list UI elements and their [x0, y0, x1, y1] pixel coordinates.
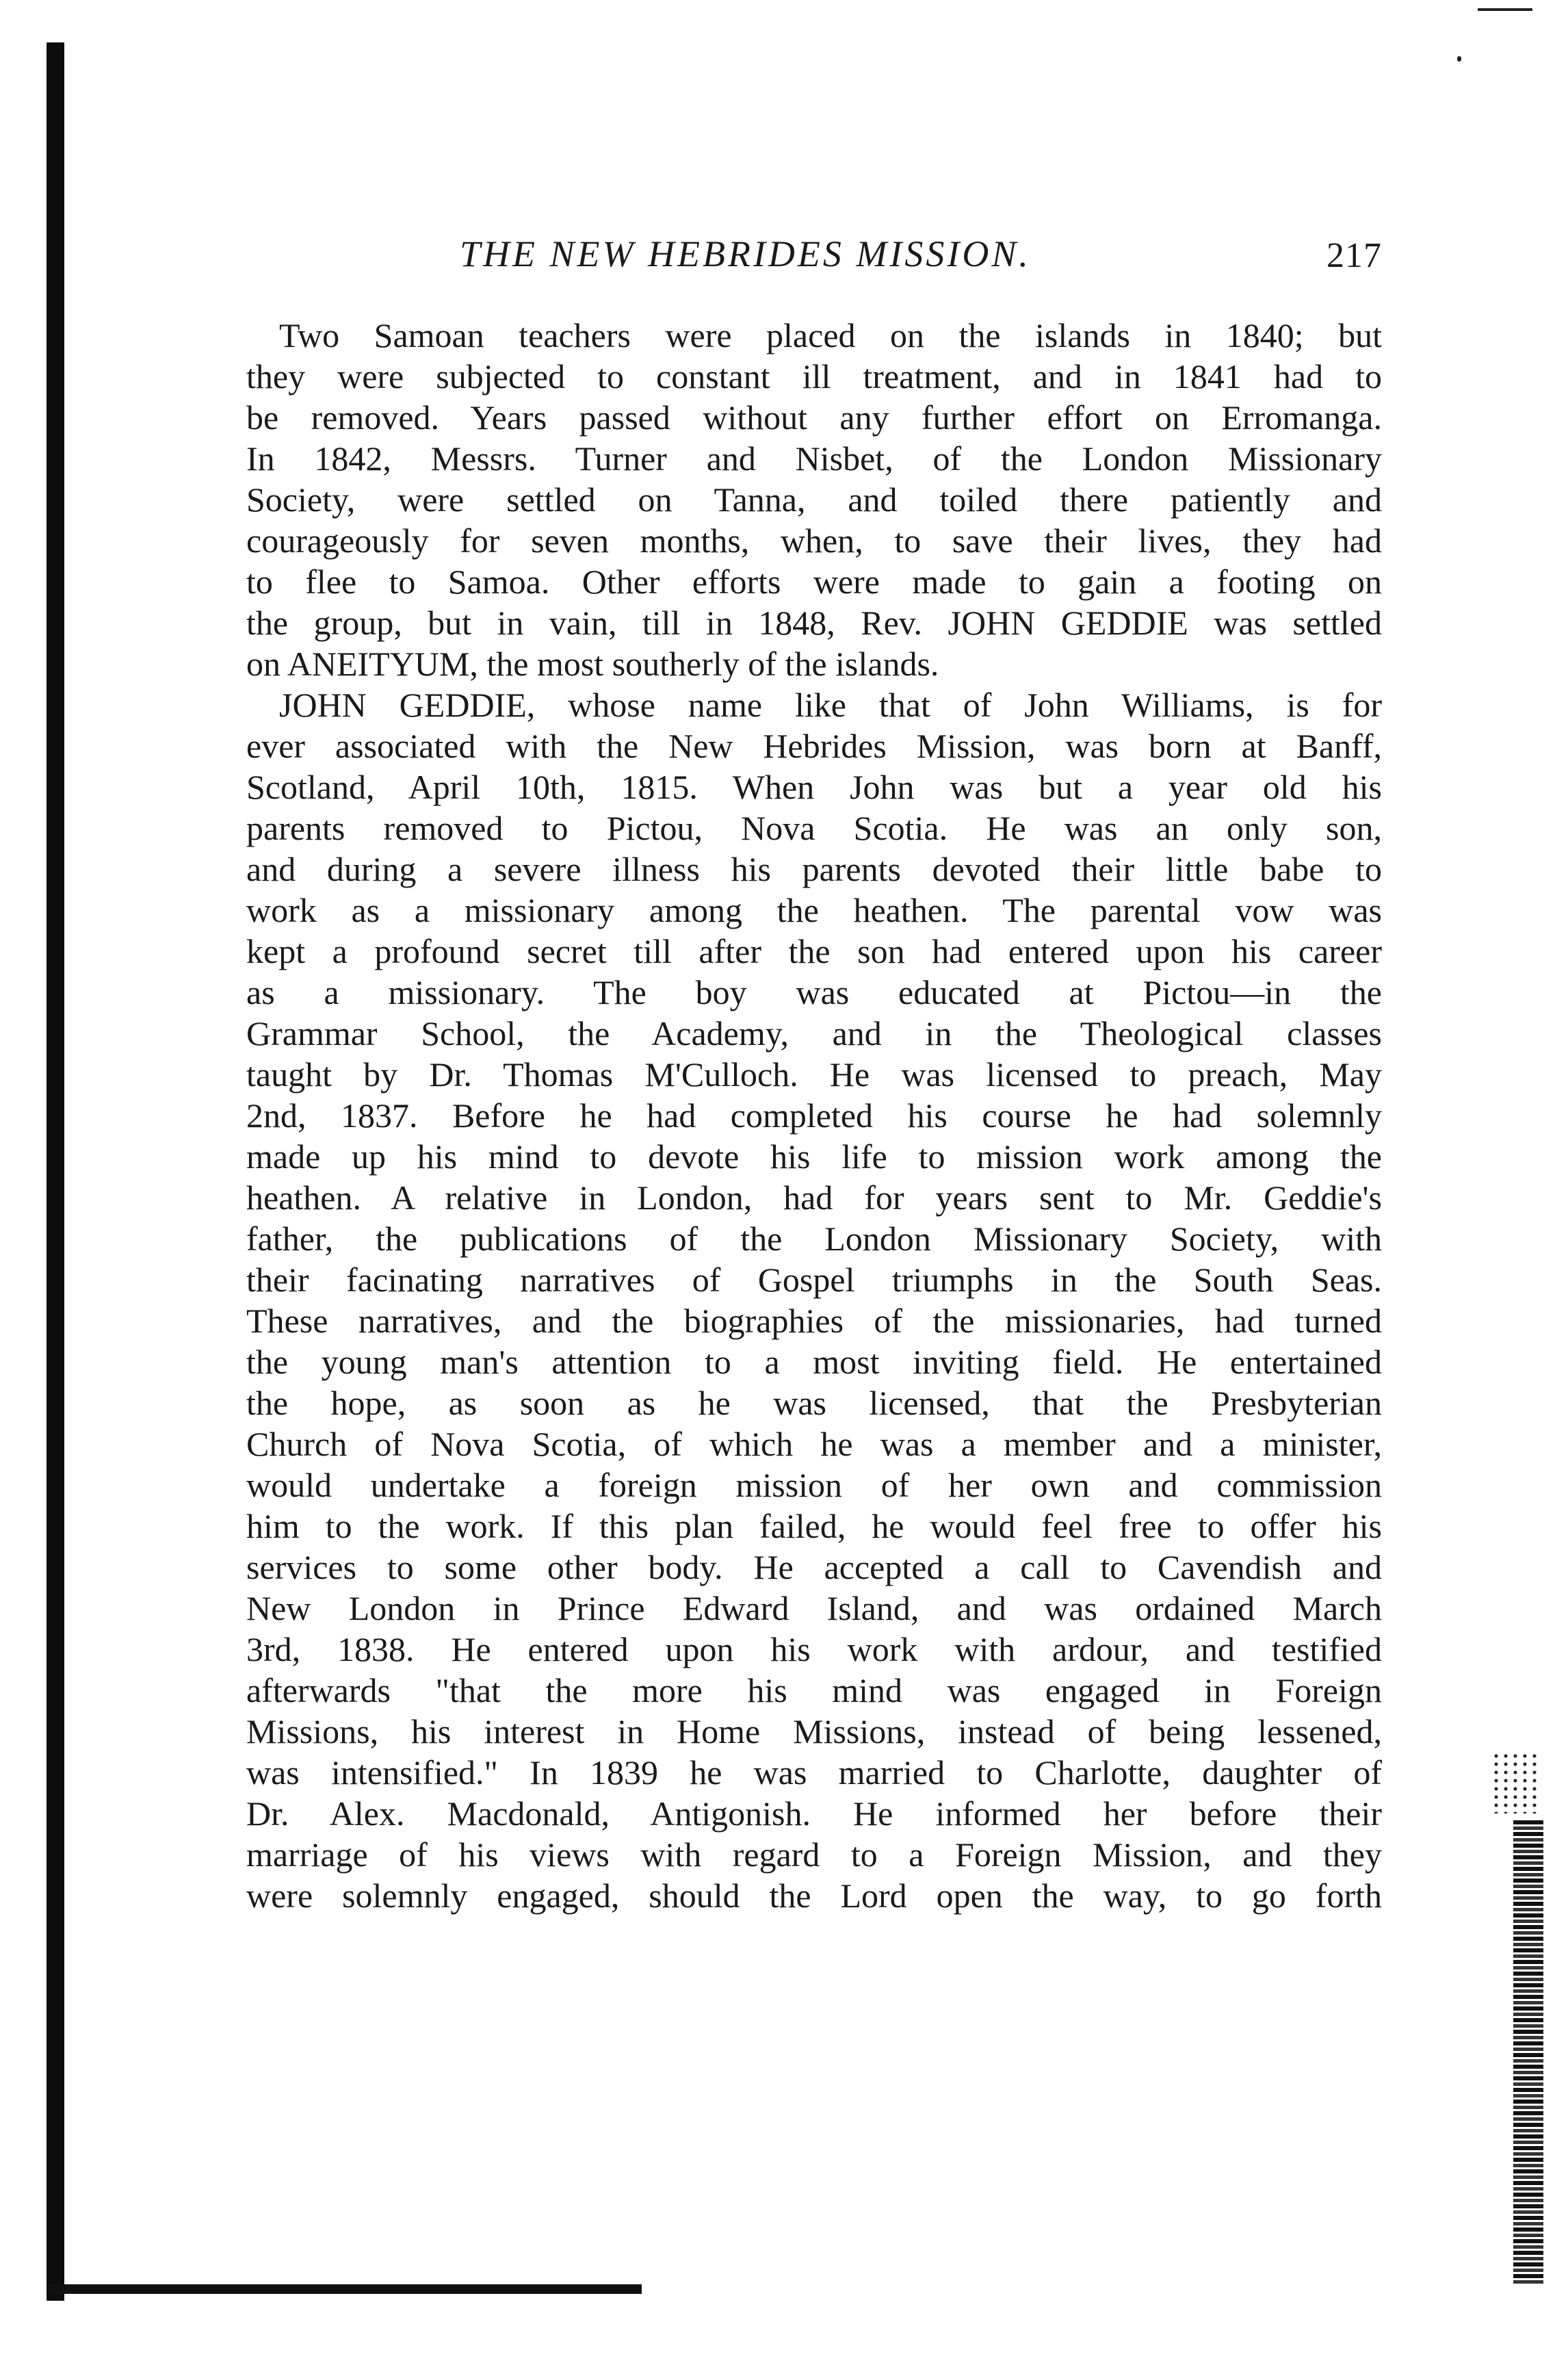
- text-line: parents removed to Pictou, Nova Scotia. He was an only son,: [246, 809, 1382, 847]
- text-line: Missions, his interest in Home Missions, instead of being lessened,: [246, 1712, 1382, 1751]
- text-line: and during a severe illness his parents devoted their little babe to: [246, 850, 1382, 888]
- scan-bottom-edge: [47, 2284, 642, 2294]
- text-line: the hope, as soon as he was licensed, that the Presbyterian: [246, 1384, 1382, 1422]
- text-line: 2nd, 1837. Before he had completed his course he had solemnly: [246, 1096, 1382, 1135]
- text-line: New London in Prince Edward Island, and was ordained March: [246, 1589, 1382, 1627]
- running-head: [246, 233, 1382, 287]
- scan-binding-edge: [47, 42, 64, 2301]
- scan-right-edge: [1513, 1820, 1543, 2286]
- paragraph: [246, 315, 1382, 684]
- text-line: on ANEITYUM, the most southerly of the islands.: [246, 645, 939, 683]
- text-line: heathen. A relative in London, had for years sent to Mr. Geddie's: [246, 1178, 1382, 1217]
- text-line: JOHN GEDDIE, whose name like that of John Williams, is for: [279, 686, 1382, 724]
- text-line: their facinating narratives of Gospel triumphs in the South Seas.: [246, 1261, 1382, 1299]
- text-line: Dr. Alex. Macdonald, Antigonish. He informed her before their: [246, 1794, 1382, 1833]
- text-line: father, the publications of the London Missionary Society, with: [246, 1219, 1382, 1258]
- text-line: they were subjected to constant ill treatment, and in 1841 had to: [246, 357, 1382, 396]
- text-line: ever associated with the New Hebrides Mission, was born at Banff,: [246, 727, 1382, 765]
- text-line: to flee to Samoa. Other efforts were made to gain a footing on: [246, 563, 1382, 601]
- text-line: made up his mind to devote his life to mission work among the: [246, 1137, 1382, 1176]
- text-line: Two Samoan teachers were placed on the islands in 1840; but: [279, 316, 1382, 354]
- text-line: taught by Dr. Thomas M'Culloch. He was licensed to preach, May: [246, 1055, 1382, 1094]
- text-line: the group, but in vain, till in 1848, Rev. JOHN GEDDIE was settled: [246, 604, 1382, 642]
- text-line: Church of Nova Scotia, of which he was a member and a minister,: [246, 1425, 1382, 1463]
- text-line: Society, were settled on Tanna, and toiled there patiently and: [246, 480, 1382, 519]
- text-line: work as a missionary among the heathen. The parental vow was: [246, 891, 1382, 929]
- text-line: Grammar School, the Academy, and in the Theological classes: [246, 1014, 1382, 1053]
- scan-top-rule: [1478, 8, 1532, 11]
- text-line: Scotland, April 10th, 1815. When John was but a year old his: [246, 768, 1382, 806]
- text-line: be removed. Years passed without any further effort on Erromanga.: [246, 398, 1382, 437]
- running-title: THE NEW HEBRIDES MISSION.: [460, 233, 1031, 274]
- text-line: 3rd, 1838. He entered upon his work with ardour, and testified: [246, 1630, 1382, 1668]
- text-line: services to some other body. He accepted a call to Cavendish and: [246, 1548, 1382, 1586]
- paragraph: [246, 684, 1382, 1916]
- scan-speck: [1457, 56, 1461, 62]
- body-text: [246, 315, 1382, 1916]
- text-line: him to the work. If this plan failed, he would feel free to offer his: [246, 1507, 1382, 1545]
- scan-noise: [1491, 1752, 1539, 1813]
- page-number: 217: [1327, 236, 1382, 275]
- text-line: In 1842, Messrs. Turner and Nisbet, of the London Missionary: [246, 439, 1382, 478]
- text-line: afterwards "that the more his mind was engaged in Foreign: [246, 1671, 1382, 1709]
- text-line: as a missionary. The boy was educated at Pictou—in the: [246, 973, 1382, 1011]
- text-line: would undertake a foreign mission of her own and commission: [246, 1466, 1382, 1504]
- text-line: the young man's attention to a most inviting field. He entertained: [246, 1343, 1382, 1381]
- text-line: These narratives, and the biographies of the missionaries, had turned: [246, 1302, 1382, 1340]
- text-line: was intensified." In 1839 he was married to Charlotte, daughter of: [246, 1753, 1382, 1792]
- text-line: courageously for seven months, when, to save their lives, they had: [246, 521, 1382, 560]
- text-line: marriage of his views with regard to a Foreign Mission, and they: [246, 1835, 1382, 1874]
- text-line: kept a profound secret till after the son had entered upon his career: [246, 932, 1382, 970]
- text-line: were solemnly engaged, should the Lord open the way, to go forth: [246, 1876, 1382, 1915]
